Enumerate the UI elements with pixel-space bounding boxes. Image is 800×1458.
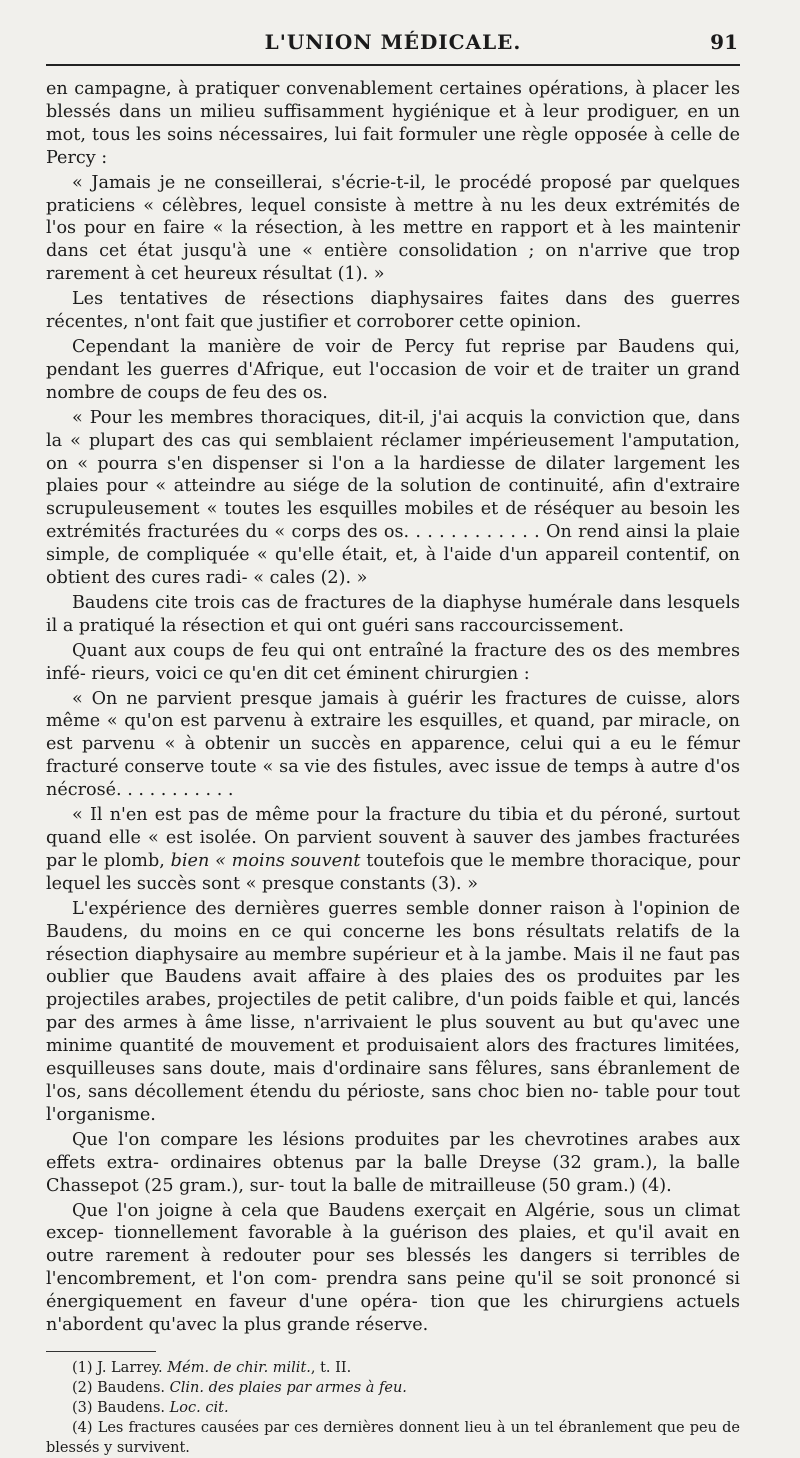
footnote-4: (4) Les fractures causées par ces dernières donnent lieu à un tel ébranlement que peu de blessés y survivent.	[46, 1419, 740, 1456]
paragraph-8: « On ne parvient presque jamais à guérir les fractures de cuisse, alors même « qu'on est parvenu à extraire les esquilles, et quand, par miracle, on est parvenu « à obtenir un succès en apparence, celui qui a eu le fémur fracturé conserve toute « sa vie des fistules, avec issue de temps à autre d'os nécrosé. . . . . . . . . . .	[46, 688, 740, 801]
paragraph-9	[46, 804, 740, 896]
running-title: L'UNION MÉDICALE.	[264, 30, 522, 54]
paragraph-9-italic: bien « moins souvent	[170, 850, 361, 871]
footnote-3-title: Loc. cit.	[169, 1399, 229, 1416]
paragraph-10: L'expérience des dernières guerres semble donner raison à l'opinion de Baudens, du moins en ce qui concerne les bons résultats relatifs de la résection diaphysaire au membre supérieur et à la jambe. Mais il ne faut pas oublier que Baudens avait affaire à des plaies des os produites par les projectiles arabes, projectiles de petit calibre, d'un poids faible et qui, lancés par des armes à âme lisse, n'arrivaient le plus souvent au but qu'avec une minime quantité de mouvement et produisaient alors des fractures limitées, esquilleuses sans doute, mais d'ordinaire sans fêlures, sans ébranlement de l'os, sans décollement étendu du périoste, sans choc bien no- table pour tout l'organisme.	[46, 898, 740, 1125]
paragraph-1: en campagne, à pratiquer convenablement certaines opérations, à placer les blessés dans un milieu suffisamment hygiénique et à leur prodiguer, en un mot, tous les soins nécessaires, lui fait formuler une règle opposée à celle de Percy :	[46, 79, 740, 168]
footnote-1-end: , t. II.	[310, 1359, 352, 1376]
footnote-1-title: Mém. de chir. milit.	[167, 1359, 311, 1376]
paragraph-7: Quant aux coups de feu qui ont entraîné la fracture des os des membres infé- rieurs, voici ce qu'en dit cet éminent chirurgien :	[46, 640, 740, 684]
footnote-1-start: (1) J. Larrey.	[72, 1359, 168, 1376]
footnotes	[46, 1358, 740, 1458]
footnote-1	[46, 1358, 740, 1378]
page	[46, 30, 740, 1458]
paragraph-6: Baudens cite trois cas de fractures de la diaphyse humérale dans lesquels il a pratiqué la résection et qui ont guéri sans raccourcissement.	[46, 592, 740, 636]
page-header	[46, 30, 740, 60]
footnote-3-start: (3) Baudens.	[72, 1399, 170, 1416]
paragraph-12: Que l'on joigne à cela que Baudens exerçait en Algérie, sous un climat excep- tionnellement favorable à la guérison des plaies, et qu'il avait en outre rarement à redouter pour ses blessés les dangers si terribles de l'encombrement, et l'on com- prendra sans peine qu'il se soit prononcé si énergiquement en faveur d'une opéra- tion que les chirurgiens actuels n'abordent qu'avec la plus grande réserve.	[46, 1200, 740, 1336]
footnote-2-start: (2) Baudens.	[72, 1379, 170, 1396]
footnote-3	[46, 1398, 740, 1418]
paragraph-9-start: « Il n'en est pas de même pour la fracture du tibia et du péroné, surtout quand elle « est isolée. On parvient souvent à sauver des jambes fracturées par le plomb,	[46, 805, 740, 871]
body-text	[46, 78, 740, 1337]
header-rule	[46, 64, 740, 66]
page-number: 91	[710, 30, 738, 54]
paragraph-3: Les tentatives de résections diaphysaires faites dans des guerres récentes, n'ont fait que justifier et corroborer cette opinion.	[46, 289, 740, 333]
footnote-2	[46, 1378, 740, 1398]
paragraph-2: « Jamais je ne conseillerai, s'écrie-t-il, le procédé proposé par quelques praticiens « célèbres, lequel consiste à mettre à nu les deux extrémités de l'os pour en faire « la résection, à les mettre en rapport et à les maintenir dans cet état jusqu'à une « entière consolidation ; on n'arrive que trop rarement à cet heureux résultat (1). »	[46, 172, 740, 285]
paragraph-5: « Pour les membres thoraciques, dit-il, j'ai acquis la conviction que, dans la « plupart des cas qui semblaient réclamer impérieusement l'amputation, on « pourra s'en dispenser si l'on a la hardiesse de dilater largement les plaies pour « atteindre au siége de la solution de continuité, afin d'extraire scrupuleusement « toutes les esquilles mobiles et de réséquer au besoin les extrémités fracturées du « corps des os. . . . . . . . . . . . On rend ainsi la plaie simple, de compliquée « qu'elle était, et, à l'aide d'un appareil contentif, on obtient des cures radi- « cales (2). »	[46, 407, 740, 589]
paragraph-11: Que l'on compare les lésions produites par les chevrotines arabes aux effets extra- ordinaires obtenus par la balle Dreyse (32 gram.), la balle Chassepot (25 gram.), sur- tout la balle de mitrailleuse (50 gram.) (4).	[46, 1129, 740, 1196]
footnote-rule	[46, 1351, 156, 1352]
footnote-2-title: Clin. des plaies par armes à feu.	[169, 1379, 407, 1396]
paragraph-4: Cependant la manière de voir de Percy fut reprise par Baudens qui, pendant les guerres d'Afrique, eut l'occasion de voir et de traiter un grand nombre de coups de feu des os.	[46, 336, 740, 403]
paragraph-9-end: toutefois que le membre thoracique, pour lequel les succès sont « presque constants (3). »	[46, 850, 741, 894]
